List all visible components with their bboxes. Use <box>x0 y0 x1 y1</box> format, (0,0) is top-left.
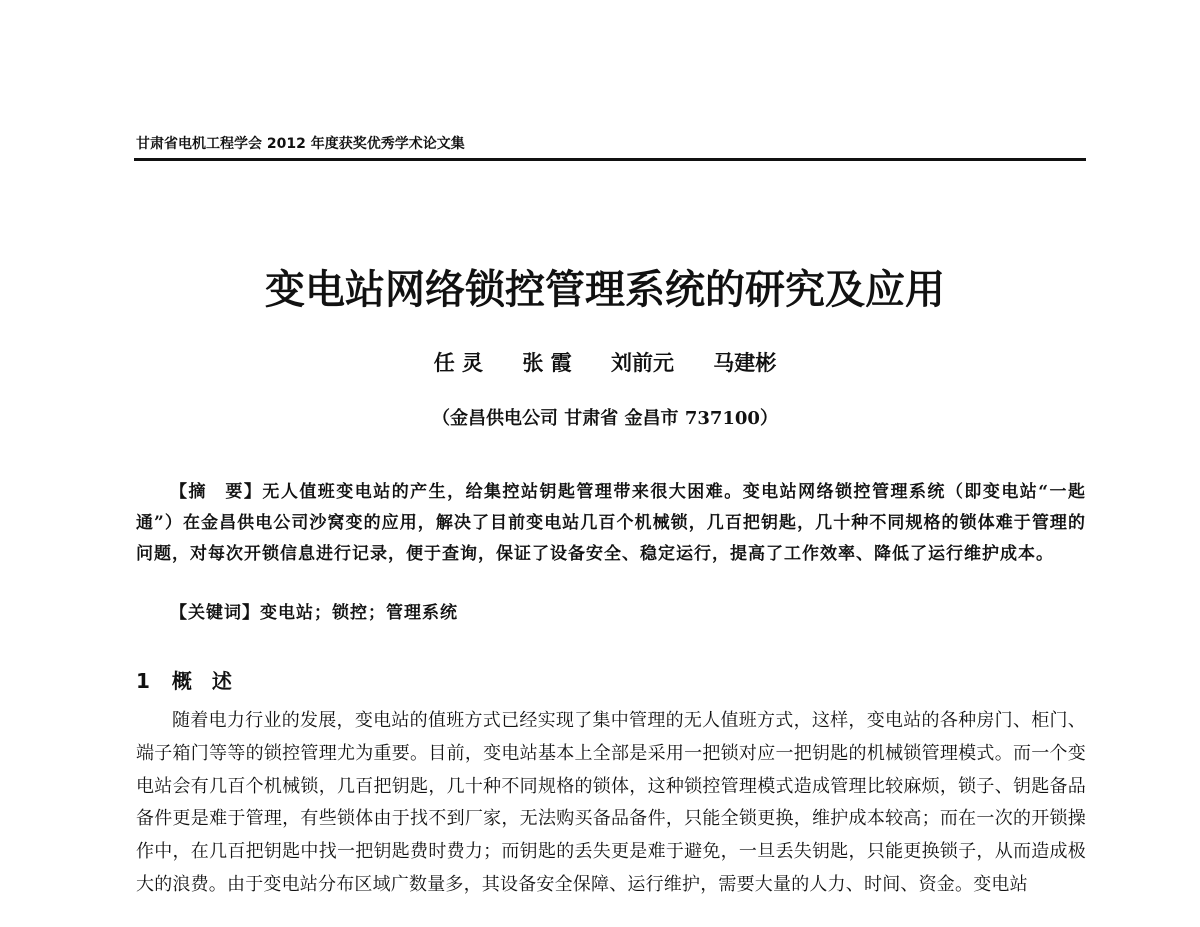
section-number: 1 <box>136 669 150 693</box>
author-name: 任 灵 <box>433 350 484 375</box>
abstract-label: 【摘 要】 <box>170 482 263 502</box>
header-rule <box>134 158 1086 161</box>
paper-title: 变电站网络锁控管理系统的研究及应用 <box>265 266 945 313</box>
author-name: 刘前元 <box>610 350 674 375</box>
keywords-text: 变电站；锁控；管理系统 <box>260 603 458 623</box>
abstract <box>136 477 1086 570</box>
section-title: 概 述 <box>171 669 232 693</box>
author-name: 马建彬 <box>713 350 777 375</box>
abstract-text: 无人值班变电站的产生，给集控站钥匙管理带来很大困难。变电站网络锁控管理系统（即变电站“一匙通”）在金昌供电公司沙窝变的应用，解决了目前变电站几百个机械锁，几百把钥匙，几十种不同规格的锁体难于管理的问题，对每次开锁信息进行记录，便于查询，保证了设备安全、稳定运行，提高了工作效率、降低了运行维护成本。 <box>136 482 1087 564</box>
affiliation: （金昌供电公司 甘肃省 金昌市 737100） <box>432 408 778 429</box>
keywords <box>170 598 458 623</box>
section-heading <box>136 665 232 694</box>
keywords-label: 【关键词】 <box>170 603 260 623</box>
body-paragraph: 随着电力行业的发展，变电站的值班方式已经实现了集中管理的无人值班方式，这样，变电站的各种房门、柜门、端子箱门等等的锁控管理尤为重要。目前，变电站基本上全部是采用一把锁对应一把钥匙的机械锁管理模式。而一个变电站会有几百个机械锁，几百把钥匙，几十种不同规格的锁体，这种锁控管理模式造成管理比较麻烦，锁子、钥匙备品备件更是难于管理，有些锁体由于找不到厂家，无法购买备品备件，只能全锁更换，维护成本较高；而在一次的开锁操作中，在几百把钥匙中找一把钥匙费时费力；而钥匙的丢失更是难于避免，一旦丢失钥匙，只能更换锁子，从而造成极大的浪费。由于变电站分布区域广数量多，其设备安全保障、运行维护，需要大量的人力、时间、资金。变电站 <box>136 710 1086 895</box>
author-list <box>0 347 1200 377</box>
running-header: 甘肃省电机工程学会 2012 年度获奖优秀学术论文集 <box>136 136 465 152</box>
author-name: 张 霞 <box>522 350 572 375</box>
